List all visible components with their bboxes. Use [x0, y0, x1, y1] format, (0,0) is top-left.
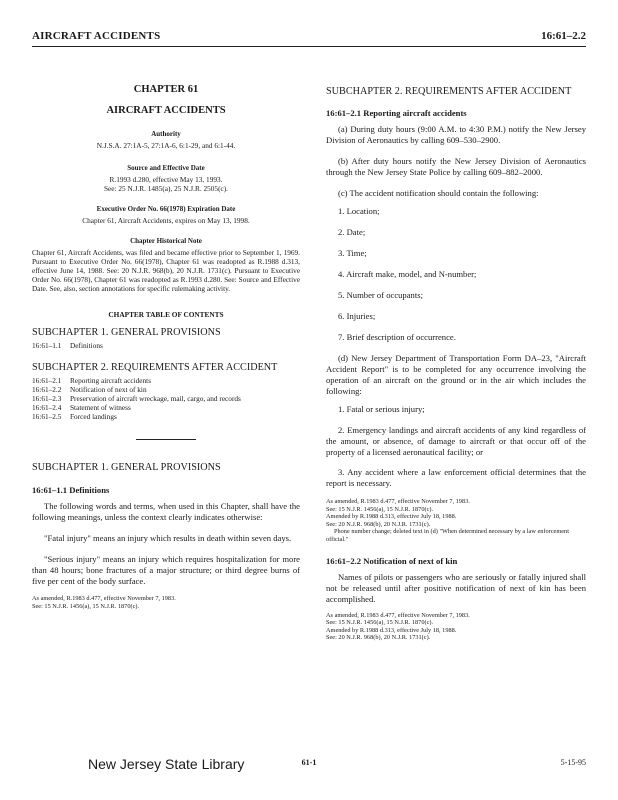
paragraph-a: (a) During duty hours (9:00 A.M. to 4:30 P.M.) notify the New Jersey Division of Aeronautics by calling 609–530–2900. [326, 124, 586, 145]
chapter-label: CHAPTER 61 [133, 84, 199, 95]
definitions-intro: The following words and terms, when used in this Chapter, shall have the following meanings, unless the context clearly indicates otherwise: [32, 501, 300, 522]
paragraph-d: (d) New Jersey Department of Transportation Form DA–23, "Aircraft Accident Report" is to be completed for any occurrence involving the operation of an aircraft on the ground or in the air which includes the following: [326, 353, 586, 396]
header-title: AIRCRAFT ACCIDENTS [32, 30, 161, 42]
source-line: R.1993 d.280, effective May 13, 1993. [109, 175, 223, 184]
chapter-title: AIRCRAFT ACCIDENTS [106, 105, 226, 116]
source-line: See: 25 N.J.R. 1485(a), 25 N.J.R. 2505(c). [103, 184, 229, 193]
list-item: 3. Any accident where a law enforcement official determines that the report is necessary. [326, 467, 586, 488]
toc-item: 16:61–2.5 Forced landings [32, 412, 117, 421]
definition-serious-injury: "Serious injury" means an injury which requires hospitalization for more than 48 hours; bone fractures of a major structure; or third degree burns of five per cent of the body surface. [32, 554, 300, 586]
header-section-number: 16:61–2.2 [541, 30, 586, 42]
section-heading-1-1: 16:61–1.1 Definitions [32, 485, 110, 495]
toc-subchapter-2: SUBCHAPTER 2. REQUIREMENTS AFTER ACCIDENT [32, 362, 278, 373]
subchapter-1-title: SUBCHAPTER 1. GENERAL PROVISIONS [32, 462, 221, 473]
section-body-1-1 [32, 501, 300, 587]
executive-order-heading: Executive Order No. 66(1978) Expiration Date [96, 205, 236, 213]
source-text [32, 175, 300, 193]
toc-item: 16:61–2.1 Reporting aircraft accidents [32, 376, 152, 385]
list-item: 4. Aircraft make, model, and N-number; [338, 269, 477, 279]
source-heading: Source and Effective Date [127, 164, 205, 172]
running-header [32, 30, 586, 47]
section-heading-2-2: 16:61–2.2 Notification of next of kin [326, 555, 458, 566]
section-body-2-2: Names of pilots or passengers who are seriously or fatally injured shall not be released until after positive notification of next of kin has been accomplished. [326, 571, 586, 604]
list-item: 1. Location; [338, 206, 380, 216]
list-item: 2. Emergency landings and aircraft accidents of any kind regardless of the amount, or absence, of damage to aircraft or that occur off of the property of a licensed aeronautical facility; or [326, 425, 586, 457]
list-item: 6. Injuries; [338, 311, 376, 321]
list-item: 7. Brief description of occurrence. [338, 332, 456, 342]
library-stamp: New Jersey State Library [88, 756, 245, 772]
executive-order-text: Chapter 61, Aircraft Accidents, expires on May 13, 1998. [82, 216, 250, 225]
authority-text: N.J.S.A. 27:1A-5, 27:1A-6, 6:1-29, and 6:1-44. [96, 141, 236, 150]
section-heading-2-1: 16:61–2.1 Reporting aircraft accidents [326, 108, 467, 118]
left-column [32, 62, 300, 610]
amendment-note: As amended, R.1983 d.477, effective November 7, 1983. See: 15 N.J.R. 1456(a), 15 N.J.R. 1870(c). [32, 595, 176, 610]
amendment-note: As amended, R.1983 d.477, effective November 7, 1983. See: 15 N.J.R. 1456(a), 15 N.J.R. 1870(c). Amended by R.1988 d.313, effective July 18, 1988. See: 20 N.J.R. 968(b), 20 N.J.R. 1731(c). [326, 611, 470, 642]
toc-item: 16:61–1.1 Definitions [32, 341, 103, 350]
list-item: 2. Date; [338, 227, 366, 237]
toc-item: 16:61–2.3 Preservation of aircraft wreckage, mail, cargo, and records [32, 394, 241, 403]
amendment-note: As amended, R.1983 d.477, effective November 7, 1983. See: 15 N.J.R. 1456(a), 15 N.J.R. 1870(c). Amended by R.1988 d.313, effective July 18, 1988. See: 20 N.J.R. 968(b), 20 N.J.R. 1731(c). Phone number change; deleted text in (d) "When determined necessary by a law enforcement official." [326, 498, 569, 543]
list-item: 1. Fatal or serious injury; [338, 404, 425, 414]
definition-fatal-injury: "Fatal injury" means an injury which results in death within seven days. [44, 533, 292, 543]
toc-item: 16:61–2.4 Statement of witness [32, 403, 131, 412]
list-item: 3. Time; [338, 248, 367, 258]
right-column [326, 62, 586, 642]
footer-date: 5-15-95 [560, 758, 586, 767]
authority-heading: Authority [151, 130, 181, 138]
toc-title: CHAPTER TABLE OF CONTENTS [108, 310, 224, 319]
paragraph-c: (c) The accident notification should contain the following: [338, 188, 539, 198]
historical-note-text: Chapter 61, Aircraft Accidents, was filed and became effective prior to September 1, 1969. Pursuant to Executive Order No. 66(1978), Chapter 61 was readopted as R.1988 d.313, effective June 14, 1988. See: 20 N.J.R. 968(b), 20 N.J.R. 1731(c). Pursuant to Executive Order No. 66(1978), Chapter 61 was readopted as R.1993 d.280. See: Source and Effective Date. See, also, section annotations for specific rulemaking activity. [32, 248, 300, 293]
page-number: 61-1 [301, 758, 317, 767]
section-divider [136, 439, 196, 440]
subchapter-2-title: SUBCHAPTER 2. REQUIREMENTS AFTER ACCIDENT [326, 86, 572, 97]
paragraph-d-wrap [326, 353, 586, 397]
toc-subchapter-1: SUBCHAPTER 1. GENERAL PROVISIONS [32, 327, 221, 338]
section-body-2-1 [326, 124, 586, 199]
toc-item: 16:61–2.2 Notification of next of kin [32, 385, 147, 394]
historical-note-heading: Chapter Historical Note [130, 237, 202, 245]
paragraph-b: (b) After duty hours notify the New Jersey Division of Aeronautics through the New Jersey State Police by calling 609–882–2000. [326, 156, 586, 177]
list-item: 5. Number of occupants; [338, 290, 423, 300]
